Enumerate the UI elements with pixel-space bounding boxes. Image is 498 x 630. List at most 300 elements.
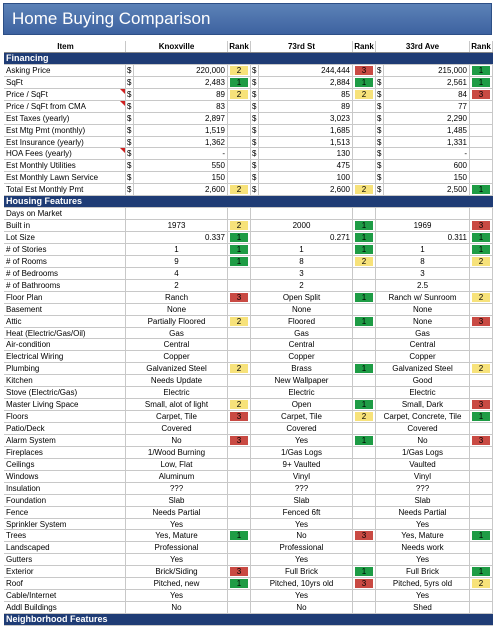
- value-cell[interactable]: Yes: [251, 554, 353, 565]
- rank-cell[interactable]: [228, 232, 251, 243]
- rank-cell[interactable]: [353, 447, 376, 458]
- rank-cell[interactable]: [228, 566, 251, 577]
- rank-cell[interactable]: [470, 411, 493, 422]
- value-cell[interactable]: Needs Partial: [126, 507, 228, 518]
- value-cell[interactable]: None: [376, 316, 470, 327]
- rank-cell[interactable]: [353, 148, 376, 159]
- rank-cell[interactable]: [228, 137, 251, 148]
- rank-cell[interactable]: [228, 113, 251, 124]
- rank-cell[interactable]: [228, 101, 251, 112]
- rank-cell[interactable]: [353, 77, 376, 88]
- value-cell[interactable]: None: [251, 304, 353, 315]
- value-cell[interactable]: Electric: [376, 387, 470, 398]
- rank-cell[interactable]: [353, 387, 376, 398]
- value-cell[interactable]: 2,600: [134, 184, 228, 195]
- rank-cell[interactable]: [470, 148, 493, 159]
- value-cell[interactable]: Vinyl: [251, 471, 353, 482]
- rank-cell[interactable]: [470, 208, 493, 219]
- rank-cell[interactable]: [228, 244, 251, 255]
- rank-cell[interactable]: [470, 602, 493, 613]
- value-cell[interactable]: Professional: [126, 542, 228, 553]
- rank-cell[interactable]: [228, 590, 251, 601]
- value-cell[interactable]: Brick/Siding: [126, 566, 228, 577]
- rank-cell[interactable]: [470, 292, 493, 303]
- rank-cell[interactable]: [470, 387, 493, 398]
- value-cell[interactable]: [251, 208, 353, 219]
- rank-cell[interactable]: [353, 137, 376, 148]
- value-cell[interactable]: Galvanized Steel: [376, 363, 470, 374]
- rank-cell[interactable]: [470, 184, 493, 195]
- value-cell[interactable]: 0.337: [126, 232, 228, 243]
- rank-cell[interactable]: [353, 160, 376, 171]
- rank-cell[interactable]: [228, 602, 251, 613]
- value-cell[interactable]: None: [126, 304, 228, 315]
- value-cell[interactable]: Open Split: [251, 292, 353, 303]
- item-label[interactable]: Kitchen: [4, 375, 126, 386]
- rank-cell[interactable]: [228, 387, 251, 398]
- rank-cell[interactable]: [228, 483, 251, 494]
- value-cell[interactable]: Carpet, Concrete, Tile: [376, 411, 470, 422]
- value-cell[interactable]: No: [251, 530, 353, 541]
- value-cell[interactable]: Professional: [251, 542, 353, 553]
- rank-cell[interactable]: [353, 184, 376, 195]
- value-cell[interactable]: Covered: [251, 423, 353, 434]
- rank-cell[interactable]: [228, 471, 251, 482]
- value-cell[interactable]: Partially Floored: [126, 316, 228, 327]
- value-cell[interactable]: No: [376, 435, 470, 446]
- rank-cell[interactable]: [353, 232, 376, 243]
- rank-cell[interactable]: [353, 399, 376, 410]
- value-cell[interactable]: Pitched, 5yrs old: [376, 578, 470, 589]
- rank-cell[interactable]: [228, 375, 251, 386]
- item-label[interactable]: Gutters: [4, 554, 126, 565]
- rank-cell[interactable]: [353, 459, 376, 470]
- value-cell[interactable]: 1/Gas Logs: [251, 447, 353, 458]
- value-cell[interactable]: No: [126, 435, 228, 446]
- rank-cell[interactable]: [228, 459, 251, 470]
- value-cell[interactable]: ???: [376, 483, 470, 494]
- value-cell[interactable]: 1/Wood Burning: [126, 447, 228, 458]
- value-cell[interactable]: 3,023: [259, 113, 353, 124]
- value-cell[interactable]: 0.271: [251, 232, 353, 243]
- value-cell[interactable]: Floored: [251, 316, 353, 327]
- value-cell[interactable]: Galvanized Steel: [126, 363, 228, 374]
- rank-cell[interactable]: [228, 220, 251, 231]
- value-cell[interactable]: 84: [384, 89, 470, 100]
- rank-cell[interactable]: [470, 339, 493, 350]
- item-label[interactable]: Basement: [4, 304, 126, 315]
- rank-cell[interactable]: [228, 435, 251, 446]
- rank-cell[interactable]: [470, 554, 493, 565]
- rank-cell[interactable]: [470, 590, 493, 601]
- rank-cell[interactable]: [228, 507, 251, 518]
- value-cell[interactable]: 83: [134, 101, 228, 112]
- value-cell[interactable]: Covered: [126, 423, 228, 434]
- value-cell[interactable]: 2,600: [259, 184, 353, 195]
- rank-cell[interactable]: [353, 328, 376, 339]
- value-cell[interactable]: Yes: [126, 519, 228, 530]
- item-label[interactable]: Alarm System: [4, 435, 126, 446]
- value-cell[interactable]: 2.5: [376, 280, 470, 291]
- value-cell[interactable]: 100: [259, 172, 353, 183]
- value-cell[interactable]: Brass: [251, 363, 353, 374]
- rank-cell[interactable]: [228, 148, 251, 159]
- rank-cell[interactable]: [470, 220, 493, 231]
- rank-cell[interactable]: [228, 554, 251, 565]
- value-cell[interactable]: No: [126, 602, 228, 613]
- value-cell[interactable]: Copper: [251, 351, 353, 362]
- value-cell[interactable]: 150: [384, 172, 470, 183]
- value-cell[interactable]: Vaulted: [376, 459, 470, 470]
- rank-cell[interactable]: [228, 316, 251, 327]
- value-cell[interactable]: No: [251, 602, 353, 613]
- value-cell[interactable]: Copper: [376, 351, 470, 362]
- value-cell[interactable]: 77: [384, 101, 470, 112]
- value-cell[interactable]: 1,685: [259, 125, 353, 136]
- rank-cell[interactable]: [470, 351, 493, 362]
- value-cell[interactable]: Yes, Mature: [126, 530, 228, 541]
- rank-cell[interactable]: [353, 113, 376, 124]
- value-cell[interactable]: Ranch: [126, 292, 228, 303]
- value-cell[interactable]: Yes, Mature: [376, 530, 470, 541]
- rank-cell[interactable]: [470, 399, 493, 410]
- value-cell[interactable]: 2,884: [259, 77, 353, 88]
- rank-cell[interactable]: [470, 268, 493, 279]
- item-label[interactable]: Sprinkler System: [4, 519, 126, 530]
- rank-cell[interactable]: [353, 519, 376, 530]
- value-cell[interactable]: Low, Flat: [126, 459, 228, 470]
- value-cell[interactable]: 3: [376, 268, 470, 279]
- value-cell[interactable]: 1,485: [384, 125, 470, 136]
- rank-cell[interactable]: [353, 65, 376, 76]
- rank-cell[interactable]: [228, 184, 251, 195]
- rank-cell[interactable]: [353, 292, 376, 303]
- value-cell[interactable]: Covered: [376, 423, 470, 434]
- value-cell[interactable]: Small, Dark: [376, 399, 470, 410]
- item-label[interactable]: Est Insurance (yearly): [4, 137, 126, 148]
- item-label[interactable]: Fireplaces: [4, 447, 126, 458]
- value-cell[interactable]: Yes: [126, 590, 228, 601]
- value-cell[interactable]: 2,897: [134, 113, 228, 124]
- value-cell[interactable]: Gas: [376, 328, 470, 339]
- rank-cell[interactable]: [228, 423, 251, 434]
- value-cell[interactable]: 89: [134, 89, 228, 100]
- value-cell[interactable]: 244,444: [259, 65, 353, 76]
- value-cell[interactable]: Pitched, new: [126, 578, 228, 589]
- rank-cell[interactable]: [228, 519, 251, 530]
- value-cell[interactable]: 0.311: [376, 232, 470, 243]
- rank-cell[interactable]: [353, 483, 376, 494]
- rank-cell[interactable]: [353, 101, 376, 112]
- value-cell[interactable]: 2,290: [384, 113, 470, 124]
- rank-cell[interactable]: [228, 160, 251, 171]
- item-label[interactable]: Asking Price: [4, 65, 126, 76]
- item-label[interactable]: Price / SqFt from CMA: [4, 101, 126, 112]
- value-cell[interactable]: Full Brick: [376, 566, 470, 577]
- rank-cell[interactable]: [228, 447, 251, 458]
- item-label[interactable]: Insulation: [4, 483, 126, 494]
- rank-cell[interactable]: [470, 232, 493, 243]
- value-cell[interactable]: Fenced 6ft: [251, 507, 353, 518]
- rank-cell[interactable]: [228, 268, 251, 279]
- value-cell[interactable]: New Wallpaper: [251, 375, 353, 386]
- rank-cell[interactable]: [228, 208, 251, 219]
- rank-cell[interactable]: [353, 435, 376, 446]
- value-cell[interactable]: 1: [126, 244, 228, 255]
- value-cell[interactable]: Central: [376, 339, 470, 350]
- item-label[interactable]: # of Bathrooms: [4, 280, 126, 291]
- value-cell[interactable]: Yes: [251, 519, 353, 530]
- item-label[interactable]: # of Stories: [4, 244, 126, 255]
- value-cell[interactable]: 1973: [126, 220, 228, 231]
- rank-cell[interactable]: [228, 411, 251, 422]
- value-cell[interactable]: 9+ Vaulted: [251, 459, 353, 470]
- rank-cell[interactable]: [470, 459, 493, 470]
- value-cell[interactable]: Electric: [126, 387, 228, 398]
- item-label[interactable]: Master Living Space: [4, 399, 126, 410]
- rank-cell[interactable]: [470, 507, 493, 518]
- rank-cell[interactable]: [228, 328, 251, 339]
- rank-cell[interactable]: [353, 471, 376, 482]
- value-cell[interactable]: Carpet, Tile: [126, 411, 228, 422]
- value-cell[interactable]: 2: [126, 280, 228, 291]
- rank-cell[interactable]: [353, 256, 376, 267]
- rank-cell[interactable]: [470, 256, 493, 267]
- item-label[interactable]: Est Mtg Pmt (monthly): [4, 125, 126, 136]
- value-cell[interactable]: Electric: [251, 387, 353, 398]
- item-label[interactable]: Lot Size: [4, 232, 126, 243]
- value-cell[interactable]: ???: [126, 483, 228, 494]
- rank-cell[interactable]: [228, 363, 251, 374]
- rank-cell[interactable]: [228, 125, 251, 136]
- rank-cell[interactable]: [353, 89, 376, 100]
- rank-cell[interactable]: [228, 578, 251, 589]
- value-cell[interactable]: Gas: [251, 328, 353, 339]
- value-cell[interactable]: 550: [134, 160, 228, 171]
- value-cell[interactable]: 2,483: [134, 77, 228, 88]
- rank-cell[interactable]: [470, 423, 493, 434]
- rank-cell[interactable]: [228, 292, 251, 303]
- rank-cell[interactable]: [228, 65, 251, 76]
- value-cell[interactable]: 8: [251, 256, 353, 267]
- rank-cell[interactable]: [470, 101, 493, 112]
- value-cell[interactable]: Open: [251, 399, 353, 410]
- rank-cell[interactable]: [353, 554, 376, 565]
- rank-cell[interactable]: [353, 375, 376, 386]
- rank-cell[interactable]: [353, 304, 376, 315]
- rank-cell[interactable]: [228, 304, 251, 315]
- value-cell[interactable]: -: [384, 148, 470, 159]
- rank-cell[interactable]: [353, 280, 376, 291]
- rank-cell[interactable]: [470, 160, 493, 171]
- value-cell[interactable]: Needs work: [376, 542, 470, 553]
- rank-cell[interactable]: [228, 172, 251, 183]
- rank-cell[interactable]: [228, 542, 251, 553]
- item-label[interactable]: Stove (Electric/Gas): [4, 387, 126, 398]
- item-label[interactable]: Days on Market: [4, 208, 126, 219]
- rank-cell[interactable]: [228, 351, 251, 362]
- rank-cell[interactable]: [470, 77, 493, 88]
- value-cell[interactable]: 1969: [376, 220, 470, 231]
- value-cell[interactable]: [126, 208, 228, 219]
- rank-cell[interactable]: [353, 244, 376, 255]
- item-label[interactable]: Built in: [4, 220, 126, 231]
- value-cell[interactable]: Aluminum: [126, 471, 228, 482]
- value-cell[interactable]: 600: [384, 160, 470, 171]
- rank-cell[interactable]: [470, 363, 493, 374]
- value-cell[interactable]: 3: [251, 268, 353, 279]
- rank-cell[interactable]: [470, 316, 493, 327]
- rank-cell[interactable]: [228, 256, 251, 267]
- item-label[interactable]: # of Bedrooms: [4, 268, 126, 279]
- rank-cell[interactable]: [470, 375, 493, 386]
- item-label[interactable]: Windows: [4, 471, 126, 482]
- item-label[interactable]: Floors: [4, 411, 126, 422]
- value-cell[interactable]: 85: [259, 89, 353, 100]
- item-label[interactable]: Electrical Wiring: [4, 351, 126, 362]
- rank-cell[interactable]: [470, 137, 493, 148]
- value-cell[interactable]: Yes: [376, 554, 470, 565]
- value-cell[interactable]: Central: [126, 339, 228, 350]
- item-label[interactable]: Est Monthly Utilities: [4, 160, 126, 171]
- rank-cell[interactable]: [228, 495, 251, 506]
- rank-cell[interactable]: [353, 602, 376, 613]
- rank-cell[interactable]: [353, 339, 376, 350]
- rank-cell[interactable]: [470, 89, 493, 100]
- item-label[interactable]: Floor Plan: [4, 292, 126, 303]
- value-cell[interactable]: Slab: [126, 495, 228, 506]
- value-cell[interactable]: Slab: [376, 495, 470, 506]
- rank-cell[interactable]: [353, 316, 376, 327]
- item-label[interactable]: Trees: [4, 530, 126, 541]
- item-label[interactable]: Est Monthly Lawn Service: [4, 172, 126, 183]
- rank-cell[interactable]: [353, 208, 376, 219]
- item-label[interactable]: Air-condition: [4, 339, 126, 350]
- value-cell[interactable]: 2: [251, 280, 353, 291]
- rank-cell[interactable]: [228, 77, 251, 88]
- value-cell[interactable]: Pitched, 10yrs old: [251, 578, 353, 589]
- rank-cell[interactable]: [470, 495, 493, 506]
- value-cell[interactable]: Yes: [376, 519, 470, 530]
- value-cell[interactable]: 150: [134, 172, 228, 183]
- value-cell[interactable]: 2,500: [384, 184, 470, 195]
- value-cell[interactable]: Vinyl: [376, 471, 470, 482]
- item-label[interactable]: Ceilings: [4, 459, 126, 470]
- value-cell[interactable]: 2,561: [384, 77, 470, 88]
- value-cell[interactable]: 9: [126, 256, 228, 267]
- item-label[interactable]: Fence: [4, 507, 126, 518]
- value-cell[interactable]: Good: [376, 375, 470, 386]
- value-cell[interactable]: Small, alot of light: [126, 399, 228, 410]
- rank-cell[interactable]: [353, 125, 376, 136]
- value-cell[interactable]: 2000: [251, 220, 353, 231]
- rank-cell[interactable]: [353, 495, 376, 506]
- value-cell[interactable]: 1: [251, 244, 353, 255]
- value-cell[interactable]: ???: [251, 483, 353, 494]
- value-cell[interactable]: Full Brick: [251, 566, 353, 577]
- value-cell[interactable]: Shed: [376, 602, 470, 613]
- value-cell[interactable]: 215,000: [384, 65, 470, 76]
- rank-cell[interactable]: [353, 172, 376, 183]
- value-cell[interactable]: Copper: [126, 351, 228, 362]
- value-cell[interactable]: 130: [259, 148, 353, 159]
- value-cell[interactable]: Ranch w/ Sunroom: [376, 292, 470, 303]
- rank-cell[interactable]: [228, 89, 251, 100]
- item-label[interactable]: Roof: [4, 578, 126, 589]
- rank-cell[interactable]: [353, 220, 376, 231]
- value-cell[interactable]: Needs Partial: [376, 507, 470, 518]
- rank-cell[interactable]: [470, 578, 493, 589]
- value-cell[interactable]: Yes: [251, 590, 353, 601]
- rank-cell[interactable]: [470, 280, 493, 291]
- value-cell[interactable]: 1/Gas Logs: [376, 447, 470, 458]
- rank-cell[interactable]: [228, 280, 251, 291]
- rank-cell[interactable]: [470, 113, 493, 124]
- rank-cell[interactable]: [353, 542, 376, 553]
- value-cell[interactable]: Needs Update: [126, 375, 228, 386]
- rank-cell[interactable]: [470, 542, 493, 553]
- item-label[interactable]: Attic: [4, 316, 126, 327]
- rank-cell[interactable]: [353, 566, 376, 577]
- item-label[interactable]: Foundation: [4, 495, 126, 506]
- value-cell[interactable]: 1,519: [134, 125, 228, 136]
- rank-cell[interactable]: [470, 483, 493, 494]
- item-label[interactable]: SqFt: [4, 77, 126, 88]
- rank-cell[interactable]: [470, 125, 493, 136]
- value-cell[interactable]: [376, 208, 470, 219]
- rank-cell[interactable]: [470, 435, 493, 446]
- value-cell[interactable]: Gas: [126, 328, 228, 339]
- value-cell[interactable]: -: [134, 148, 228, 159]
- item-label[interactable]: Heat (Electric/Gas/Oil): [4, 328, 126, 339]
- value-cell[interactable]: 1: [376, 244, 470, 255]
- item-label[interactable]: Est Taxes (yearly): [4, 113, 126, 124]
- rank-cell[interactable]: [470, 172, 493, 183]
- rank-cell[interactable]: [353, 411, 376, 422]
- rank-cell[interactable]: [470, 244, 493, 255]
- value-cell[interactable]: 220,000: [134, 65, 228, 76]
- value-cell[interactable]: 89: [259, 101, 353, 112]
- value-cell[interactable]: Yes: [251, 435, 353, 446]
- item-label[interactable]: Exterior: [4, 566, 126, 577]
- rank-cell[interactable]: [470, 65, 493, 76]
- rank-cell[interactable]: [353, 507, 376, 518]
- rank-cell[interactable]: [470, 328, 493, 339]
- rank-cell[interactable]: [470, 447, 493, 458]
- rank-cell[interactable]: [470, 519, 493, 530]
- rank-cell[interactable]: [353, 268, 376, 279]
- value-cell[interactable]: Carpet, Tile: [251, 411, 353, 422]
- rank-cell[interactable]: [353, 590, 376, 601]
- item-label[interactable]: Addl Buildings: [4, 602, 126, 613]
- rank-cell[interactable]: [470, 471, 493, 482]
- rank-cell[interactable]: [470, 566, 493, 577]
- item-label[interactable]: Plumbing: [4, 363, 126, 374]
- value-cell[interactable]: Yes: [376, 590, 470, 601]
- item-label[interactable]: Total Est Monthly Pmt: [4, 184, 126, 195]
- value-cell[interactable]: 1,513: [259, 137, 353, 148]
- item-label[interactable]: Landscaped: [4, 542, 126, 553]
- value-cell[interactable]: 8: [376, 256, 470, 267]
- rank-cell[interactable]: [353, 578, 376, 589]
- value-cell[interactable]: 4: [126, 268, 228, 279]
- rank-cell[interactable]: [353, 530, 376, 541]
- value-cell[interactable]: Slab: [251, 495, 353, 506]
- rank-cell[interactable]: [228, 339, 251, 350]
- rank-cell[interactable]: [353, 351, 376, 362]
- rank-cell[interactable]: [353, 363, 376, 374]
- value-cell[interactable]: 1,331: [384, 137, 470, 148]
